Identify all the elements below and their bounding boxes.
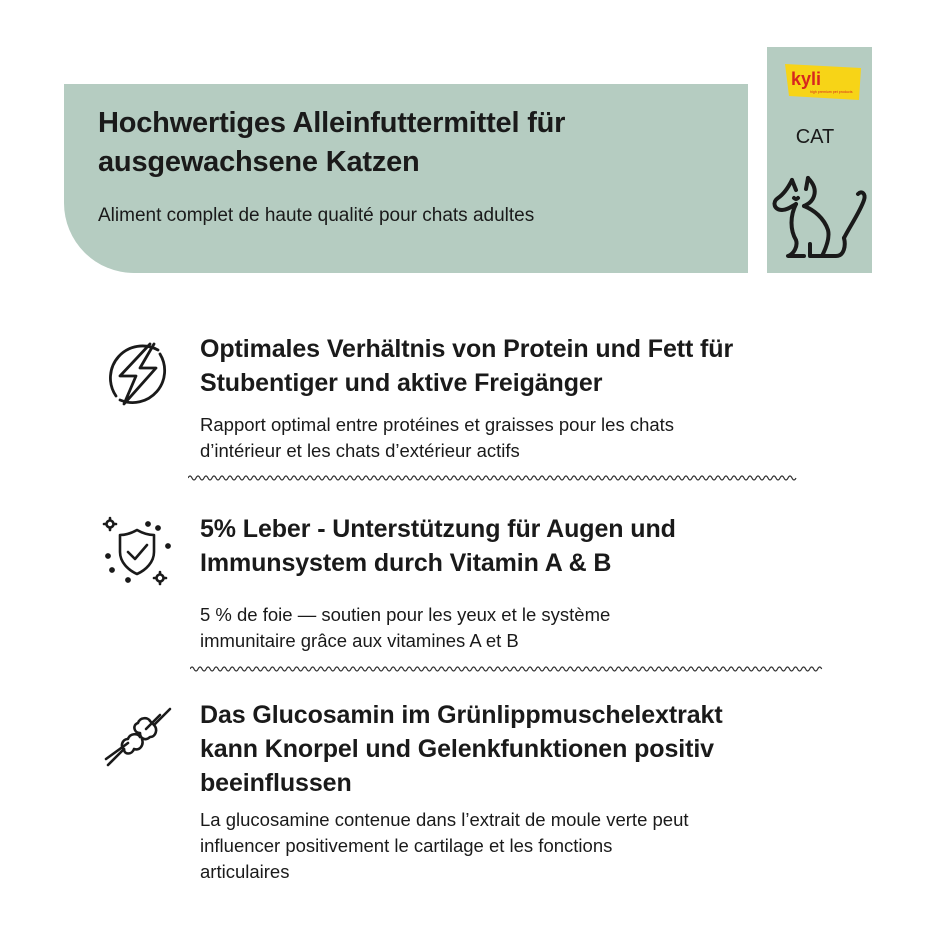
feature-title-line: Das Glucosamin im Grünlippmuschelextrakt <box>200 701 723 729</box>
cat-silhouette-icon <box>768 170 868 264</box>
feature-title-line: kann Knorpel und Gelenkfunktionen positiv <box>200 735 714 763</box>
feature-description <box>200 412 860 464</box>
feature-description <box>200 602 860 654</box>
feature-description-line: immunitaire grâce aux vitamines A et B <box>200 630 519 651</box>
feature-title <box>200 698 860 800</box>
feature-title-line: Stubentiger und aktive Freigänger <box>200 369 603 397</box>
header-subtitle: Aliment complet de haute qualité pour chats adultes <box>98 205 535 226</box>
feature-title-line: beeinflussen <box>200 769 352 797</box>
feature-title-line: Optimales Verhältnis von Protein und Fett für <box>200 335 734 363</box>
feature-description-line: Rapport optimal entre protéines et graisses pour les chats <box>200 414 675 435</box>
wavy-divider <box>190 665 870 673</box>
header-title <box>98 104 718 182</box>
feature-title <box>200 512 860 580</box>
header-title-line: Hochwertiges Alleinfuttermittel für <box>98 107 566 139</box>
feature-description-line: 5 % de foie — soutien pour les yeux et le système <box>200 604 611 625</box>
kyli-logo <box>783 60 863 102</box>
header-title-line: ausgewachsene Katzen <box>98 146 420 178</box>
lightning-circle-icon <box>102 338 172 408</box>
species-tag: CAT <box>795 126 835 148</box>
feature-description-line: articulaires <box>200 861 290 882</box>
feature-title <box>200 332 860 400</box>
shield-check-icon <box>100 516 174 588</box>
feature-description-line: La glucosamine contenue dans l’extrait de moule verte peut <box>200 809 689 830</box>
feature-description-line: influencer positivement le cartilage et les fonctions <box>200 835 613 856</box>
joint-bone-icon <box>100 703 174 769</box>
wavy-divider <box>188 474 864 482</box>
logo-wordmark: kyli <box>791 69 822 89</box>
feature-title-line: Immunsystem durch Vitamin A & B <box>200 549 612 577</box>
feature-title-line: 5% Leber - Unterstützung für Augen und <box>200 515 676 543</box>
feature-description-line: d’intérieur et les chats d’extérieur actifs <box>200 440 520 461</box>
logo-tagline: high premium pet products <box>810 90 853 94</box>
feature-description <box>200 807 860 885</box>
